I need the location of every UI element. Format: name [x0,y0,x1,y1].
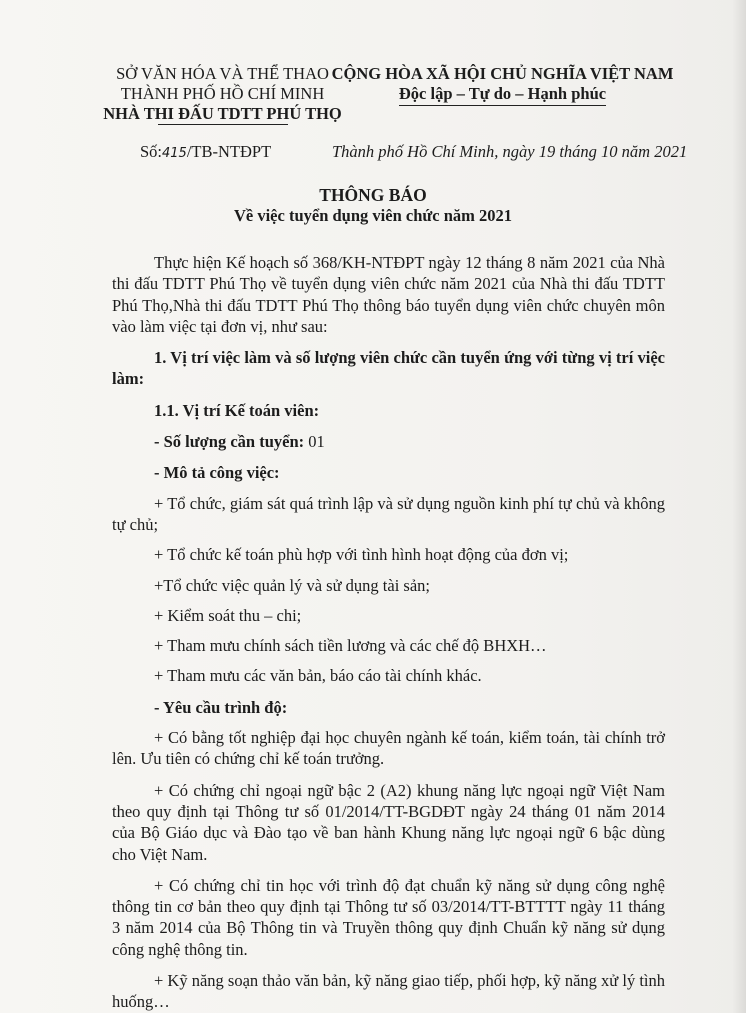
page-edge-shadow [732,0,746,1013]
issuing-agency-block [90,64,355,125]
job-item: + Tổ chức kế toán phù hợp với tình hình hoạt động của đơn vị; [154,545,569,565]
section-1-1-heading: 1.1. Vị trí Kế toán viên: [154,400,320,420]
job-item: +Tổ chức việc quản lý và sử dụng tài sản; [154,575,430,595]
national-header-block [330,64,675,106]
job-item: + Tham mưu các văn bản, báo cáo tài chính khác. [154,666,482,686]
requirement-item: + Có bằng tốt nghiệp đại học chuyên ngành kế toán, kiểm toán, tài chính trở lên. Ưu tiên có chứng chỉ kế toán trưởng. [112,728,665,769]
job-item: + Tham mưu chính sách tiền lương và các chế độ BHXH… [154,636,547,656]
doc-number-prefix: Số: [140,142,163,161]
doc-number-handwritten: 415 [162,146,187,161]
nation-name: CỘNG HÒA XÃ HỘI CHỦ NGHĨA VIỆT NAM [331,64,674,83]
job-item: + Kiểm soát thu – chi; [154,605,302,625]
agency-line-1: SỞ VĂN HÓA VÀ THỂ THAO [116,64,329,83]
place-date: Thành phố Hồ Chí Minh, ngày 19 tháng 10 năm 2021 [332,142,688,161]
requirement-item: + Kỹ năng soạn thảo văn bản, kỹ năng giao tiếp, phối hợp, kỹ năng xử lý tình huống… [112,971,665,1012]
quantity-label: - Số lượng cần tuyển: [154,432,305,452]
document-number [140,142,271,162]
quantity-value: 01 [304,432,325,452]
agency-line-2: THÀNH PHỐ HỒ CHÍ MINH [120,84,325,103]
job-description-heading: - Mô tả công việc: [154,463,280,483]
job-item: + Tổ chức, giám sát quá trình lập và sử dụng nguồn kinh phí tự chủ và không tự chủ; [112,493,665,534]
agency-name: NHÀ THI ĐẤU TDTT PHÚ THỌ [103,104,342,123]
requirements-heading: - Yêu cầu trình độ: [154,697,288,717]
document-title: THÔNG BÁO [319,185,427,205]
doc-number-suffix: /TB-NTĐPT [186,142,272,161]
requirement-item: + Có chứng chỉ ngoại ngữ bậc 2 (A2) khung năng lực ngoại ngữ Việt Nam theo quy định tại Thông tư số 01/2014/TT-BGDĐT ngày 24 tháng 01 năm 2014 của Bộ Giáo dục và Đào tạo về ban hành Khung năng lực ngoại ngữ 6 bậc dùng cho Việt Nam. [112,780,665,864]
quantity-line [112,431,665,452]
document-subtitle: Về việc tuyển dụng viên chức năm 2021 [233,206,513,225]
document-body [112,252,665,1013]
section-1-heading: 1. Vị trí việc làm và số lượng viên chức cần tuyển ứng với từng vị trí việc làm: [112,348,665,389]
motto: Độc lập – Tự do – Hạnh phúc [399,84,606,106]
intro-paragraph: Thực hiện Kế hoạch số 368/KH-NTĐPT ngày 12 tháng 8 năm 2021 của Nhà thi đấu TDTT Phú Thọ về tuyển dụng viên chức năm 2021 của Nhà thi đấu TDTT Phú Thọ,Nhà thi đấu TDTT Phú Thọ thông báo tuyển dụng viên chức chuyên môn vào làm việc tại đơn vị, như sau: [112,253,665,336]
requirement-item: + Có chứng chỉ tin học với trình độ đạt chuẩn kỹ năng sử dụng công nghệ thông tin cơ bản theo quy định tại Thông tư số 03/2014/TT-BTTTT ngày 11 tháng 3 năm 2014 của Bộ Thông tin và Truyền thông quy định Chuẩn kỹ năng sử dụng công nghệ thông tin. [112,875,665,959]
agency-underline [158,124,288,125]
